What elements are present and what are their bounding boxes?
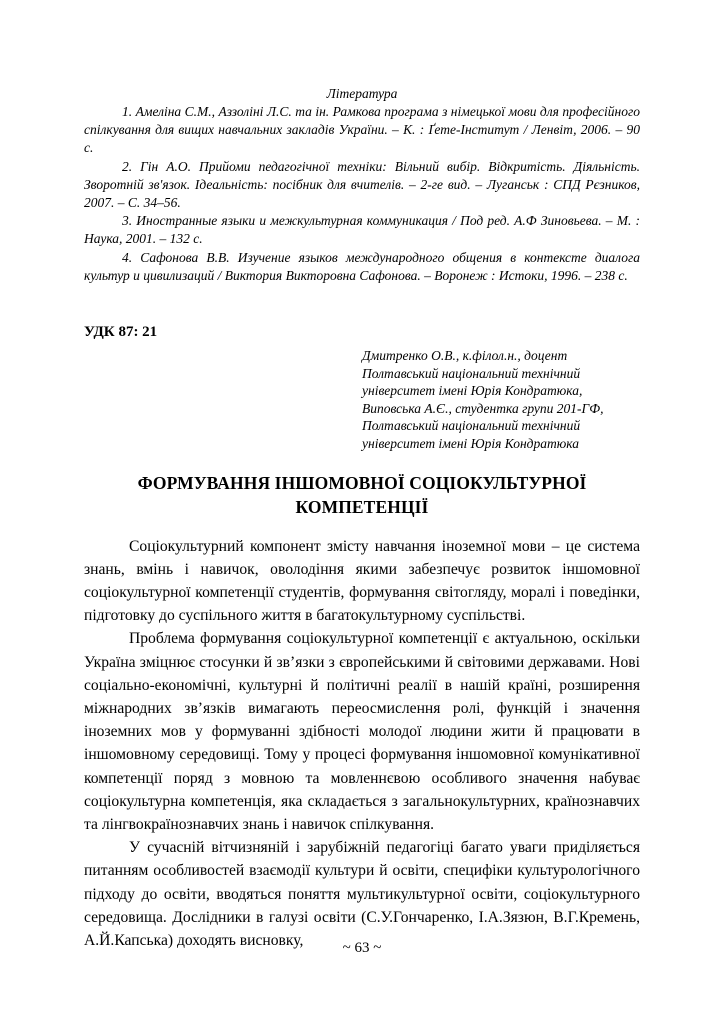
article-header <box>84 323 640 453</box>
body-paragraph: Проблема формування соціокультурної компетенції є актуальною, оскільки Україна зміцнює стосунки й зв’язки з європейськими й світовими державами. Нові соціально-економічні, культурні й політичні реалії в нашій країні, розширення міжнародних зв’язків вимагають переосмислення ролі, функцій і значення іноземних мов у формуванні здібності молодої людини жити й працювати в іншомовному середовищі. Тому у процесі формування іншомовної комунікативної компетенції поряд з мовною та мовленнєвою особливого значення набуває соціокультурна компетенція, яка складається з загальнокультурних, країнознавчих та лінгвокраїнознавчих знань і навичок спілкування. <box>84 630 640 834</box>
author-line: Виповська А.Є., студентка групи 201-ГФ, <box>362 400 604 416</box>
author-line: Полтавський національний технічний <box>362 418 581 434</box>
reference-item: 1. Амеліна С.М., Аззоліні Л.С. та ін. Рамкова програма з німецької мови для професійного спілкування для вищих навчальних закладів України. – К. : Ґете-Інститут / Ленвіт, 2006. – 90 с. <box>84 104 640 156</box>
body-paragraph: Соціокультурний компонент змісту навчання іноземної мови – це система знань, вмінь і навичок, оволодіння якими забезпечує розвиток іншомовної соціокультурної компетенції студентів, формування світогляду, моралі і поведінки, підготовку до суспільного життя в багатокультурному суспільстві. <box>84 537 640 625</box>
reference-item: 4. Сафонова В.В. Изучение языков международного общения в контексте диалога культур и цивилизаций / Виктория Викторовна Сафонова. – Воронеж : Истоки, 1996. – 238 с. <box>84 249 640 283</box>
author-line: університет імені Юрія Кондратюка, <box>362 383 583 399</box>
author-line: університет імені Юрія Кондратюка <box>362 436 579 451</box>
author-affiliation-block <box>362 347 640 453</box>
author-line: Дмитренко О.В., к.філол.н., доцент <box>362 348 568 364</box>
page-number: ~ 63 ~ <box>342 940 382 956</box>
article-title: ФОРМУВАННЯ ІНШОМОВНОЇ СОЦІОКУЛЬТУРНОЇ КОМПЕТЕНЦІЇ <box>137 472 587 517</box>
udk-row <box>84 323 640 341</box>
reference-item: 2. Гін А.О. Прийоми педагогічної техніки: Вільний вибір. Відкритість. Діяльність. Зворотній зв'язок. Ідеальність: посібник для вчителів. – 2-ге вид. – Луганськ : СПД Рєзников, 2007. – С. 34–56. <box>84 158 640 211</box>
author-line: Полтавський національний технічний <box>362 365 581 381</box>
body-paragraph: У сучасній вітчизняній і зарубіжній педагогіці багато уваги приділяється питанням особливостей взаємодії культури й освіти, специфіки культурологічного підходу до освіти, вводяться поняття мультикультурної освіти, соціокультурного середовища. Дослідники в галузі освіти (С.У.Гончаренко, І.А.Зязюн, В.Г.Кремень, А.Й.Капська) доходять висновку, <box>84 839 640 950</box>
references-heading: Література <box>326 86 398 101</box>
udk-code: УДК 87: 21 <box>84 324 158 341</box>
reference-item: 3. Иностранные языки и межкультурная коммуникация / Под ред. А.Ф Зиновьева. – М. : Наука, 2001. – 132 с. <box>84 213 640 247</box>
article-body <box>84 535 640 953</box>
references-section <box>84 0 640 285</box>
